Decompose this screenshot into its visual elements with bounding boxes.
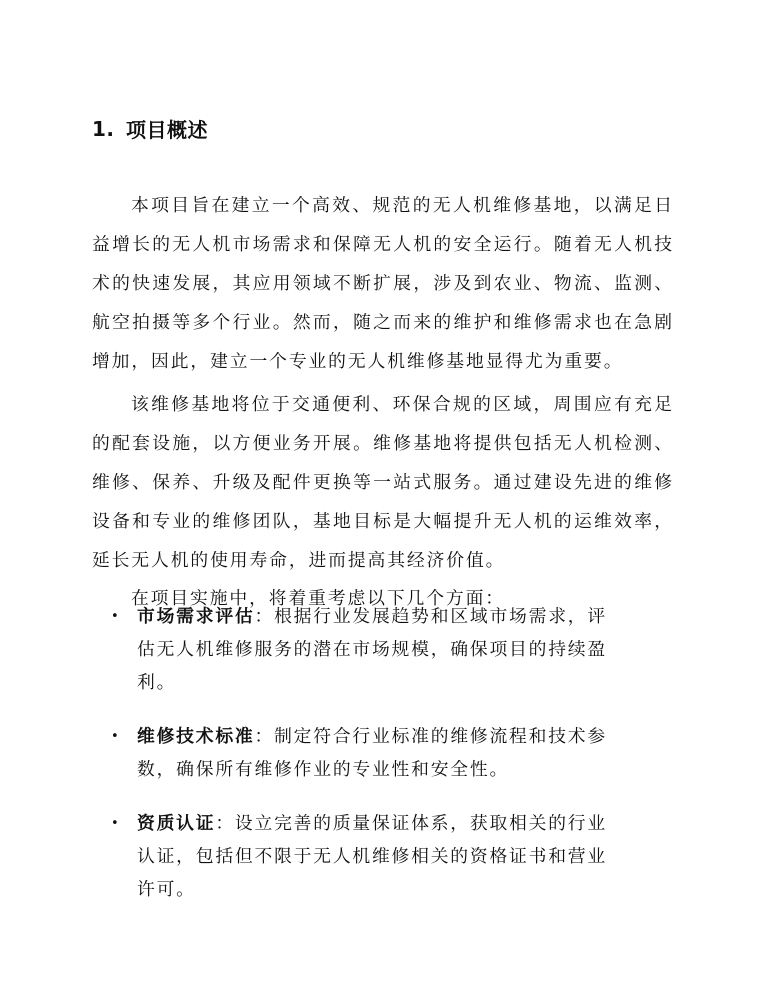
section-title: 项目概述	[126, 118, 208, 142]
bullet-icon: •	[111, 729, 121, 744]
bullet-icon: •	[111, 816, 121, 831]
section-heading	[92, 114, 208, 143]
list-item	[92, 720, 612, 786]
list-item	[92, 600, 612, 699]
considerations-list	[92, 600, 674, 927]
list-item-term: 市场需求评估	[137, 606, 255, 627]
paragraph-considerations: 在项目实施中，将着重考虑以下几个方面：	[131, 587, 505, 609]
section-number: 1.	[92, 116, 115, 141]
bullet-icon: •	[111, 609, 121, 624]
list-item	[92, 807, 612, 906]
list-item-text: ：设立完善的质量保证体系，获取相关的行业认证，包括但不限于无人机维修相关的资格证书和营业许可。	[137, 813, 607, 900]
list-item-term: 资质认证	[137, 813, 216, 834]
list-item-term: 维修技术标准	[137, 726, 255, 747]
paragraph-location: 该维修基地将位于交通便利、环保合规的区域，周围应有充足的配套设施，以方便业务开展。维修基地将提供包括无人机检测、维修、保养、升级及配件更换等一站式服务。通过建设先进的维修设备和专业的维修团队，基地目标是大幅提升无人机的运维效率，延长无人机的使用寿命，进而提高其经济价值。	[92, 393, 674, 571]
list-item-text: ：制定符合行业标准的维修流程和技术参数，确保所有维修作业的专业性和安全性。	[137, 726, 607, 780]
paragraph-intro: 本项目旨在建立一个高效、规范的无人机维修基地，以满足日益增长的无人机市场需求和保障无人机的安全运行。随着无人机技术的快速发展，其应用领域不断扩展，涉及到农业、物流、监测、航空拍摄等多个行业。然而，随之而来的维护和维修需求也在急剧增加，因此，建立一个专业的无人机维修基地显得尤为重要。	[92, 194, 674, 372]
list-item-text: ：根据行业发展趋势和区域市场需求，评估无人机维修服务的潜在市场规模，确保项目的持续盈利。	[137, 606, 607, 693]
